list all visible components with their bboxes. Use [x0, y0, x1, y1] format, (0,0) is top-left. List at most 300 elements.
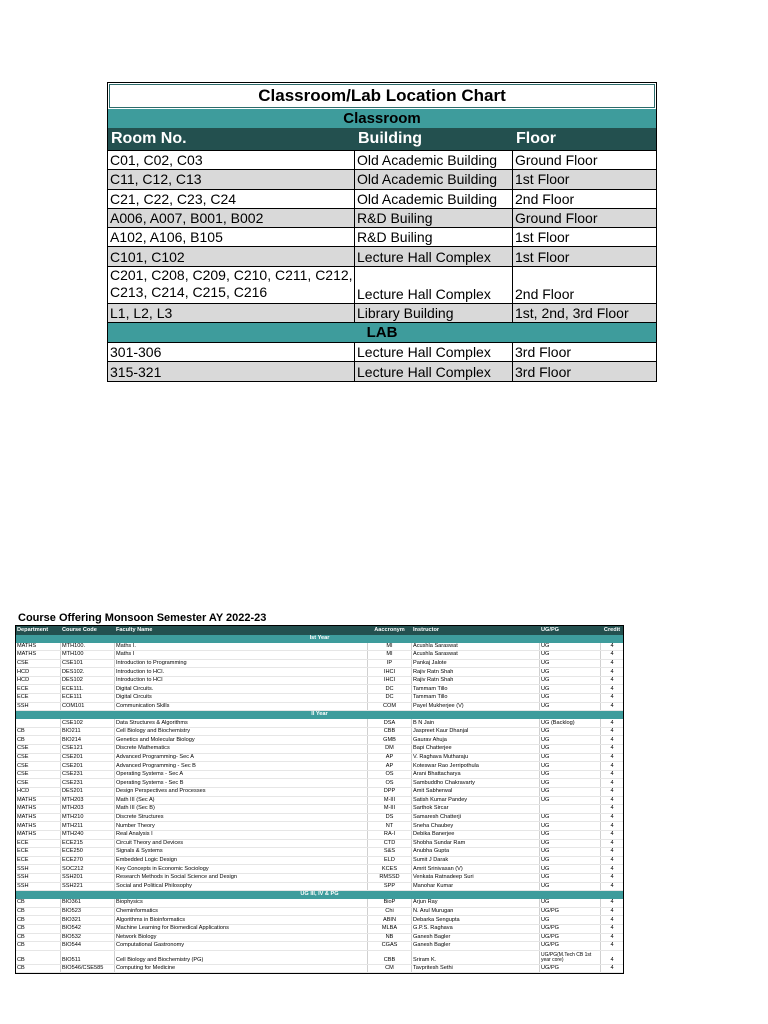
- department-cell: HCD: [17, 668, 30, 675]
- ug-pg-cell: UG: [539, 883, 600, 891]
- building-cell: R&D Builing: [354, 209, 512, 227]
- course-code-cell: ECE250: [60, 848, 114, 856]
- credit-cell: 4: [600, 831, 623, 839]
- classroom-section-header: Classroom: [108, 109, 656, 128]
- building-cell: Lecture Hall Complex: [354, 343, 512, 361]
- faculty-name-cell: Cell Biology and Biochemistry: [114, 728, 367, 736]
- department-cell: ECE: [17, 857, 29, 864]
- faculty-name-cell: Operating Systems - Sec A: [114, 771, 367, 779]
- floor-cell: 3rd Floor: [512, 362, 656, 380]
- instructor-cell: Gaurav Ahuja: [411, 736, 539, 744]
- department-cell: CSE: [17, 771, 29, 778]
- course-row: [16, 848, 623, 857]
- instructor-cell: Tammam Tillo: [411, 685, 539, 693]
- ug-pg-cell: UG/PG: [539, 908, 600, 916]
- course-code-cell: CSE121: [60, 745, 114, 753]
- faculty-name-header: Faculty Name: [114, 626, 367, 635]
- instructor-cell: Debarka Sengupta: [411, 916, 539, 924]
- instructor-cell: G.P.S. Raghava: [411, 925, 539, 933]
- ug-pg-cell: UG: [539, 685, 600, 693]
- credit-cell: 4: [600, 797, 623, 805]
- location-header-row: [108, 128, 656, 150]
- department-cell: CSE: [17, 753, 29, 760]
- course-row: [16, 951, 623, 965]
- department-cell: [16, 719, 60, 727]
- department-cell: CB: [17, 925, 25, 932]
- course-offering-title: Course Offering Monsoon Semester AY 2022-23: [18, 612, 267, 624]
- ug-pg-cell: UG: [539, 788, 600, 796]
- ug-pg-cell: UG: [539, 865, 600, 873]
- acronym-cell: DSA: [367, 719, 411, 727]
- ug-pg-cell: UG (Backlog): [539, 719, 600, 727]
- credit-cell: 4: [600, 719, 623, 727]
- department-cell: ECE: [17, 848, 29, 855]
- course-row: [16, 754, 623, 763]
- ug-pg-cell: UG/PG: [539, 942, 600, 950]
- faculty-name-cell: Social and Political Philosophy: [114, 883, 367, 891]
- faculty-name-cell: Signals & Systems: [114, 848, 367, 856]
- course-row: [16, 797, 623, 806]
- course-row: [16, 779, 623, 788]
- faculty-name-cell: Operating Systems - Sec B: [114, 779, 367, 787]
- course-row: [16, 668, 623, 677]
- course-code-cell: BIO361: [60, 899, 114, 907]
- location-row: [108, 189, 656, 208]
- course-code-cell: MTH203: [60, 805, 114, 813]
- location-row: [108, 227, 656, 246]
- acronym-cell: RA-I: [367, 831, 411, 839]
- acronym-cell: BioP: [367, 899, 411, 907]
- faculty-name-cell: Introduction to HCI.: [114, 668, 367, 676]
- course-section-label: UG III, IV & PG: [300, 891, 339, 898]
- course-row: [16, 736, 623, 745]
- course-section-label: Ist Year: [309, 634, 330, 641]
- acronym-cell: S&S: [367, 848, 411, 856]
- floor-cell: Ground Floor: [512, 209, 656, 227]
- credit-cell: 4: [600, 822, 623, 830]
- ug-pg-cell: UG: [539, 831, 600, 839]
- faculty-name-cell: Maths I: [114, 651, 367, 659]
- acronym-cell: KCES: [367, 865, 411, 873]
- department-cell: CSE: [17, 779, 29, 786]
- course-row: [16, 660, 623, 669]
- acronym-cell: CBB: [367, 951, 411, 964]
- course-code-cell: MTH211: [60, 822, 114, 830]
- credit-cell: 4: [600, 965, 623, 973]
- course-code-cell: DES102.: [60, 668, 114, 676]
- faculty-name-cell: Discrete Structures: [114, 814, 367, 822]
- faculty-name-cell: Design Perspectives and Processes: [114, 788, 367, 796]
- credit-cell: 4: [600, 651, 623, 659]
- instructor-cell: Arjun Ray: [411, 899, 539, 907]
- course-header-row: [16, 626, 623, 635]
- course-row: [16, 942, 623, 951]
- credit-cell: 4: [600, 660, 623, 668]
- acronym-cell: GMB: [367, 736, 411, 744]
- location-row: [108, 208, 656, 227]
- credit-cell: 4: [600, 848, 623, 856]
- course-row: [16, 908, 623, 917]
- course-code-cell: BIO214: [60, 736, 114, 744]
- course-code-cell: BIO321: [60, 916, 114, 924]
- credit-cell: 4: [600, 728, 623, 736]
- department-cell: CB: [17, 899, 25, 906]
- department-cell: MATHS: [17, 651, 37, 658]
- location-chart-title: Classroom/Lab Location Chart: [109, 84, 655, 108]
- location-chart-table: [107, 82, 657, 382]
- faculty-name-cell: Introduction to HCI: [114, 677, 367, 685]
- course-row: [16, 814, 623, 823]
- instructor-cell: N. Arul Murugan: [411, 908, 539, 916]
- department-cell: CSE: [17, 762, 29, 769]
- course-code-cell: BIO546/CSE585: [60, 965, 114, 973]
- course-row: [16, 916, 623, 925]
- department-cell: MATHS: [17, 796, 37, 803]
- acronym-cell: OS: [367, 771, 411, 779]
- ug-pg-cell: UG: [539, 677, 600, 685]
- course-code-cell: CSE102: [60, 719, 114, 727]
- acronym-cell: CGAS: [367, 942, 411, 950]
- ug-pg-cell: UG: [539, 779, 600, 787]
- acronym-cell: AP: [367, 762, 411, 770]
- course-code-cell: COM101: [60, 703, 114, 711]
- instructor-cell: Acushla Saraswat: [411, 651, 539, 659]
- ug-pg-cell: UG: [539, 771, 600, 779]
- faculty-name-cell: Maths I.: [114, 643, 367, 651]
- department-cell: SSH: [17, 865, 29, 872]
- course-code-cell: ECE270: [60, 857, 114, 865]
- course-code-cell: ECE111: [60, 694, 114, 702]
- department-cell: CSE: [17, 659, 29, 666]
- credit-cell: 4: [600, 916, 623, 924]
- course-row: [16, 865, 623, 874]
- credit-cell: 4: [600, 899, 623, 907]
- department-cell: MATHS: [17, 814, 37, 821]
- course-code-cell: ECE111.: [60, 685, 114, 693]
- room-no-cell: C11, C12, C13: [108, 170, 354, 188]
- acronym-cell: DC: [367, 685, 411, 693]
- location-row: [108, 150, 656, 169]
- credit-cell: 4: [600, 668, 623, 676]
- instructor-cell: B N Jain: [411, 719, 539, 727]
- course-code-cell: MTH203: [60, 797, 114, 805]
- instructor-cell: Shobha Sundar Ram: [411, 840, 539, 848]
- ug-pg-cell: UG: [539, 899, 600, 907]
- department-cell: CB: [17, 964, 25, 971]
- faculty-name-cell: Cheminformatics: [114, 908, 367, 916]
- faculty-name-cell: Digital Circuits: [114, 694, 367, 702]
- acronym-cell: DM: [367, 745, 411, 753]
- ug-pg-cell: UG: [539, 736, 600, 744]
- floor-cell: Ground Floor: [512, 151, 656, 169]
- course-code-cell: BIO211: [60, 728, 114, 736]
- ug-pg-cell: UG/PG: [539, 965, 600, 973]
- building-cell: R&D Builing: [354, 228, 512, 246]
- course-row: [16, 857, 623, 866]
- faculty-name-cell: Machine Learning for Biomedical Applications: [114, 925, 367, 933]
- credit-cell: 4: [600, 643, 623, 651]
- instructor-cell: Amrit Srinivasan (V): [411, 865, 539, 873]
- acronym-cell: IP: [367, 660, 411, 668]
- instructor-cell: Sumit J Darak: [411, 857, 539, 865]
- ug-pg-cell: UG: [539, 754, 600, 762]
- course-row: [16, 840, 623, 849]
- instructor-cell: V. Raghava Mutharaju: [411, 754, 539, 762]
- department-cell: HCD: [17, 788, 30, 795]
- course-row: [16, 965, 623, 974]
- faculty-name-cell: Algorithms in Bioinformatics: [114, 916, 367, 924]
- faculty-name-cell: Communication Skills: [114, 703, 367, 711]
- course-code-cell: SOC212: [60, 865, 114, 873]
- instructor-header: Instructor: [411, 626, 539, 635]
- floor-header: Floor: [512, 128, 656, 150]
- ug-pg-cell: UG: [539, 822, 600, 830]
- acronym-cell: IHCI: [367, 677, 411, 685]
- course-code-cell: MTH100: [60, 651, 114, 659]
- department-cell: MATHS: [17, 831, 37, 838]
- faculty-name-cell: Data Structures & Algorithms: [114, 719, 367, 727]
- course-row: [16, 831, 623, 840]
- faculty-name-cell: Research Methods in Social Science and Design: [114, 874, 367, 882]
- building-cell: Old Academic Building: [354, 170, 512, 188]
- ug-pg-cell: UG: [539, 660, 600, 668]
- floor-cell: 1st Floor: [512, 170, 656, 188]
- course-code-cell: DES102: [60, 677, 114, 685]
- course-row: [16, 805, 623, 814]
- acronym-cell: CM: [367, 965, 411, 973]
- instructor-cell: Samaresh Chatterji: [411, 814, 539, 822]
- faculty-name-cell: Advanced Programming - Sec B: [114, 762, 367, 770]
- department-cell: ECE: [17, 694, 29, 701]
- instructor-cell: Pankaj Jalote: [411, 660, 539, 668]
- credit-cell: 4: [600, 951, 623, 964]
- acronym-cell: NB: [367, 934, 411, 942]
- course-offering-table: [15, 625, 624, 974]
- course-code-cell: CSE201: [60, 762, 114, 770]
- instructor-cell: Rajiv Ratn Shah: [411, 677, 539, 685]
- acronym-cell: AP: [367, 754, 411, 762]
- department-cell: CB: [17, 908, 25, 915]
- credit-cell: 4: [600, 745, 623, 753]
- location-row: [108, 342, 656, 361]
- room-no-cell: A006, A007, B001, B002: [108, 209, 354, 227]
- instructor-cell: Jaspreet Kaur Dhanjal: [411, 728, 539, 736]
- ug-pg-cell: UG: [539, 694, 600, 702]
- course-row: [16, 728, 623, 737]
- course-code-cell: BIO523: [60, 908, 114, 916]
- course-code-cell: ECE215: [60, 840, 114, 848]
- instructor-cell: Sambuddho Chakravarty: [411, 779, 539, 787]
- room-no-cell: C101, C102: [108, 247, 354, 265]
- faculty-name-cell: Introduction to Programming: [114, 660, 367, 668]
- credit-cell: 4: [600, 754, 623, 762]
- ug-pg-cell: UG: [539, 668, 600, 676]
- credit-cell: 4: [600, 694, 623, 702]
- instructor-cell: Acushla Saraswat: [411, 643, 539, 651]
- course-section-header: [16, 891, 623, 899]
- acronym-cell: ABIN: [367, 916, 411, 924]
- ug-pg-cell: UG: [539, 848, 600, 856]
- ug-pg-cell: UG: [539, 651, 600, 659]
- course-code-cell: BIO544: [60, 942, 114, 950]
- department-header: Department: [17, 626, 49, 633]
- room-no-cell: C01, C02, C03: [110, 152, 203, 169]
- ug-pg-cell: UG: [539, 874, 600, 882]
- department-cell: CB: [17, 933, 25, 940]
- floor-cell: 2nd Floor: [512, 267, 656, 303]
- ug-pg-cell: UG/PG: [539, 934, 600, 942]
- course-row: [16, 694, 623, 703]
- building-header: Building: [354, 128, 512, 150]
- department-cell: MATHS: [17, 822, 37, 829]
- ug-pg-cell: UG: [539, 916, 600, 924]
- instructor-cell: Bapi Chatterjee: [411, 745, 539, 753]
- ug-pg-cell: [539, 805, 600, 813]
- faculty-name-cell: Biophysics: [114, 899, 367, 907]
- department-cell: SSH: [17, 702, 29, 709]
- instructor-cell: Amit Sabherwal: [411, 788, 539, 796]
- acronym-cell: IHCI: [367, 668, 411, 676]
- building-cell: Lecture Hall Complex: [354, 247, 512, 265]
- classroom-rows: [108, 150, 656, 322]
- faculty-name-cell: Real Analysis I: [114, 831, 367, 839]
- course-code-cell: CSE201: [60, 754, 114, 762]
- department-cell: CSE: [17, 745, 29, 752]
- department-cell: HCD: [17, 677, 30, 684]
- acronym-cell: ELD: [367, 857, 411, 865]
- course-row: [16, 899, 623, 908]
- course-row: [16, 685, 623, 694]
- ug-pg-cell: UG: [539, 814, 600, 822]
- instructor-cell: Satish Kumar Pandey: [411, 797, 539, 805]
- acronym-cell: NT: [367, 822, 411, 830]
- course-row: [16, 703, 623, 712]
- instructor-cell: Rajiv Ratn Shah: [411, 668, 539, 676]
- acronym-cell: Chi: [367, 908, 411, 916]
- course-row: [16, 822, 623, 831]
- building-cell: Lecture Hall Complex: [354, 267, 512, 303]
- course-code-cell: BIO542: [60, 925, 114, 933]
- course-row: [16, 788, 623, 797]
- ug-pg-cell: UG/PG(M.Tech CB 1st year core): [539, 951, 600, 964]
- credit-cell: 4: [600, 840, 623, 848]
- instructor-cell: Anubha Gupta: [411, 848, 539, 856]
- faculty-name-cell: Circuit Theory and Devices: [114, 840, 367, 848]
- credit-cell: 4: [600, 762, 623, 770]
- course-row: [16, 934, 623, 943]
- faculty-name-cell: Genetics and Molecular Biology: [114, 736, 367, 744]
- faculty-name-cell: Math III (Sec A): [114, 797, 367, 805]
- building-cell: Old Academic Building: [354, 151, 512, 169]
- credit-cell: 4: [600, 865, 623, 873]
- room-no-cell: 315-321: [108, 362, 354, 380]
- credit-cell: 4: [600, 703, 623, 711]
- instructor-cell: Tammam Tillo: [411, 694, 539, 702]
- building-cell: Old Academic Building: [354, 190, 512, 208]
- floor-cell: 3rd Floor: [512, 343, 656, 361]
- credit-cell: 4: [600, 942, 623, 950]
- acronym-cell: M-III: [367, 805, 411, 813]
- building-cell: Library Building: [354, 304, 512, 322]
- ug-pg-cell: UG: [539, 762, 600, 770]
- ug-pg-cell: UG: [539, 857, 600, 865]
- instructor-cell: Koteswar Rao Jerripothula: [411, 762, 539, 770]
- ug-pg-cell: UG: [539, 797, 600, 805]
- department-cell: ECE: [17, 685, 29, 692]
- department-cell: CB: [17, 736, 25, 743]
- faculty-name-cell: Number Theory: [114, 822, 367, 830]
- location-row: [108, 246, 656, 265]
- acronym-cell: MI: [367, 651, 411, 659]
- course-section-header: [16, 635, 623, 643]
- location-row: [108, 169, 656, 188]
- acronym-cell: DS: [367, 814, 411, 822]
- acronym-cell: M-III: [367, 797, 411, 805]
- department-cell: SSH: [17, 882, 29, 889]
- ug-pg-cell: UG: [539, 745, 600, 753]
- floor-cell: 1st Floor: [512, 228, 656, 246]
- ug-pg-cell: UG: [539, 728, 600, 736]
- credit-cell: 4: [600, 779, 623, 787]
- credit-cell: 4: [600, 857, 623, 865]
- department-cell: CB: [17, 916, 25, 923]
- lab-section-header: LAB: [108, 322, 656, 342]
- lab-rows: [108, 342, 656, 381]
- department-cell: SSH: [17, 874, 29, 881]
- floor-cell: 2nd Floor: [512, 190, 656, 208]
- department-cell: MATHS: [17, 805, 37, 812]
- faculty-name-cell: Math III (Sec B): [114, 805, 367, 813]
- course-row: [16, 677, 623, 686]
- instructor-cell: Tavpritesh Sethi: [411, 965, 539, 973]
- room-no-cell: L1, L2, L3: [108, 304, 354, 322]
- course-row: [16, 883, 623, 892]
- faculty-name-cell: Network Biology: [114, 934, 367, 942]
- instructor-cell: Sriram K.: [411, 951, 539, 964]
- course-code-cell: CSE101: [60, 660, 114, 668]
- faculty-name-cell: Key Concepts in Economic Sociology: [114, 865, 367, 873]
- department-cell: CB: [17, 728, 25, 735]
- credit-header: Credit: [600, 626, 623, 635]
- credit-cell: 4: [600, 736, 623, 744]
- course-offering-body: [16, 635, 623, 974]
- course-row: [16, 651, 623, 660]
- credit-cell: 4: [600, 934, 623, 942]
- acronym-cell: COM: [367, 703, 411, 711]
- room-no-cell: C21, C22, C23, C24: [110, 190, 237, 207]
- course-code-cell: MTH210: [60, 814, 114, 822]
- location-row: [108, 361, 656, 380]
- course-row: [16, 874, 623, 883]
- credit-cell: 4: [600, 677, 623, 685]
- instructor-cell: Debika Banerjee: [411, 831, 539, 839]
- acronym-cell: RMSSD: [367, 874, 411, 882]
- acronym-cell: OS: [367, 779, 411, 787]
- ug-pg-cell: UG: [539, 643, 600, 651]
- course-row: [16, 762, 623, 771]
- course-section-label: II Year: [311, 711, 328, 718]
- course-row: [16, 771, 623, 780]
- credit-cell: 4: [600, 883, 623, 891]
- credit-cell: 4: [600, 874, 623, 882]
- course-code-cell: CSE231: [60, 779, 114, 787]
- faculty-name-cell: Embedded Logic Design: [114, 857, 367, 865]
- credit-cell: 4: [600, 805, 623, 813]
- floor-cell: 1st Floor: [512, 247, 656, 265]
- acronym-cell: MI: [367, 643, 411, 651]
- course-code-cell: SSH201: [60, 874, 114, 882]
- course-code-cell: CSE231: [60, 771, 114, 779]
